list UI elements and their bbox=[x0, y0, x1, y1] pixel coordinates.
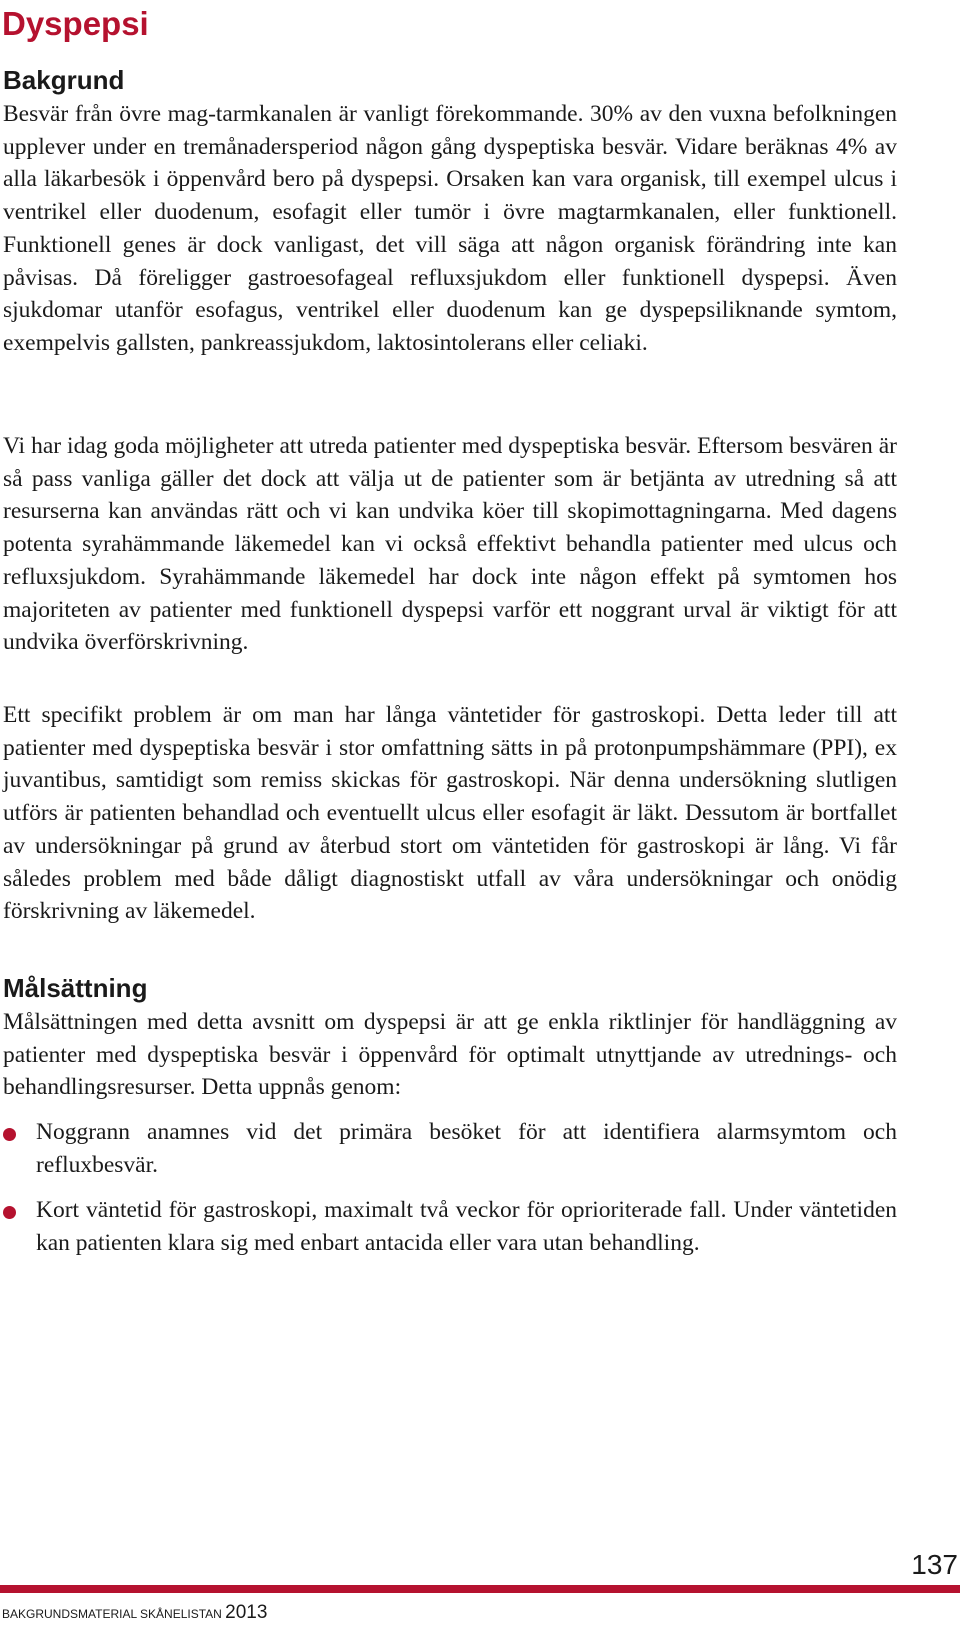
goals-bullet-text: Noggrann anamnes vid det primära besöket för att identifiera alarmsymtom och refluxbesvär. bbox=[36, 1119, 897, 1178]
footer bbox=[2, 1602, 267, 1625]
page-number: 137 bbox=[911, 1549, 958, 1580]
section-heading-bakgrund: Bakgrund bbox=[3, 65, 125, 95]
background-paragraph-3: Ett specifikt problem är om man har långa väntetider för gastroskopi. Detta leder till att patienter med dyspeptiska besvär i stor omfattning sätts in på protonpumpshämmare (PPI), ex juvantibus, samtidigt som remiss skickas för gastroskopi. När denna undersökning slutligen utförs är patienten behandlad och eventuellt ulcus eller esofagit är läkt. Dessutom är bortfallet av undersökningar på grund av återbud stort om väntetiden för gastroskopi är lång. Vi får således problem med både dåligt diagnostiskt utfall av våra undersökningar och onödig förskrivning av läkemedel. bbox=[3, 702, 897, 925]
bullet-dot-icon bbox=[3, 1206, 16, 1219]
section-heading-malsattning: Målsättning bbox=[3, 973, 148, 1003]
footer-divider bbox=[0, 1585, 960, 1593]
footer-year: 2013 bbox=[225, 1602, 268, 1623]
background-paragraph-1: Besvär från övre mag-tarmkanalen är vanligt förekommande. 30% av den vuxna befolkningen upplever under en tremånadersperiod någon gång dyspeptiska besvär. Vidare beräknas 4% av alla läkarbesök i öppenvård bero på dyspepsi. Orsaken kan vara organisk, till exempel ulcus i ventrikel eller duodenum, esofagit eller tumör i övre magtarmkanalen, eller funktionell. Funktionell genes är dock vanligast, det vill säga att någon organisk förändring inte kan påvisas. Då föreligger gastroesofageal refluxsjukdom eller funktionell dyspepsi. Även sjukdomar utanför esofagus, ventrikel eller duodenum kan ge dyspepsiliknande symtom, exempelvis gallsten, pankreassjukdom, laktosintolerans eller celiaki. bbox=[3, 101, 897, 356]
footer-label: BAKGRUNDSMATERIAL SKÅNELISTAN bbox=[2, 1607, 222, 1621]
goals-bullet-item bbox=[3, 1194, 897, 1259]
bullet-dot-icon bbox=[3, 1128, 16, 1141]
goals-intro-paragraph: Målsättningen med detta avsnitt om dyspepsi är att ge enkla riktlinjer för handläggning av patienter med dyspeptiska besvär i öppenvård för optimalt utnyttjande av utrednings- och behandlingsresurser. Detta uppnås genom: bbox=[3, 1009, 897, 1101]
page-title: Dyspepsi bbox=[2, 5, 149, 42]
background-paragraph-2: Vi har idag goda möjligheter att utreda patienter med dyspeptiska besvär. Eftersom besvären är så pass vanliga gäller det dock att välja ut de patienter som är betjänta av utredning så att resurserna kan användas rätt och vi kan undvika köer till skopimottagningarna. Med dagens potenta syrahämmande läkemedel kan vi också effektivt behandla patienter med ulcus och refluxsjukdom. Syrahämmande läkemedel har dock inte någon effekt på symtomen hos majoriteten av patienter med funktionell dyspepsi varför ett noggrant urval är viktigt för att undvika överförskrivning. bbox=[3, 433, 897, 656]
goals-bullet-text: Kort väntetid för gastroskopi, maximalt två veckor för oprioriterade fall. Under väntetiden kan patienten klara sig med enbart antacida eller vara utan behandling. bbox=[36, 1197, 897, 1256]
goals-bullet-item bbox=[3, 1116, 897, 1181]
